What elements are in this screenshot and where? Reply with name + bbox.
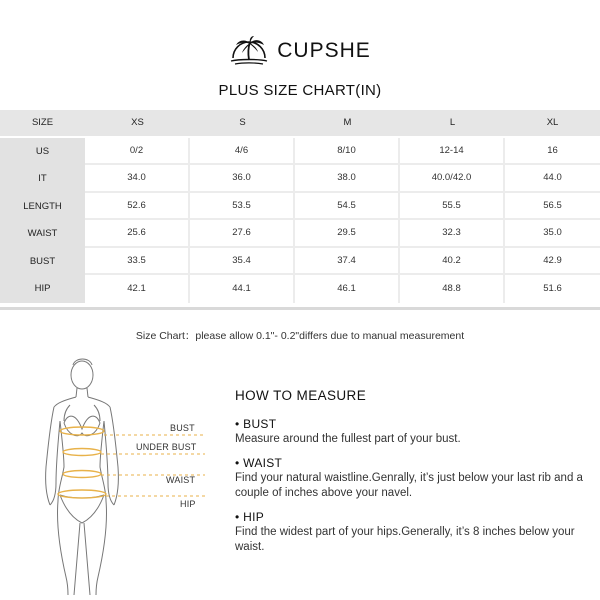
table-cell: 12-14 (400, 138, 505, 166)
table-cell: 27.6 (190, 220, 295, 248)
measure-item-waist (235, 456, 595, 501)
table-cell: 35.4 (190, 248, 295, 276)
table-cell: 44.1 (190, 275, 295, 303)
table-row (0, 248, 600, 276)
table-cell: 53.5 (190, 193, 295, 221)
table-cell: 16 (505, 138, 600, 166)
table-row (0, 275, 600, 303)
brand-header (0, 34, 600, 68)
table-cell: 32.3 (400, 220, 505, 248)
table-cell: 40.2 (400, 248, 505, 276)
row-label: HIP (0, 275, 85, 303)
table-row (0, 193, 600, 221)
size-header-cell: M (295, 110, 400, 138)
measure-item-hip (235, 510, 595, 555)
how-to-measure-title: HOW TO MEASURE (235, 388, 367, 403)
table-row (0, 138, 600, 166)
palm-tree-sunset-logo-icon (229, 36, 269, 66)
measure-item-title: • WAIST (235, 456, 283, 470)
table-cell: 54.5 (295, 193, 400, 221)
table-cell: 52.6 (85, 193, 190, 221)
table-row (0, 165, 600, 193)
size-header-label: SIZE (0, 110, 85, 138)
measure-item-text: Find your natural waistline.Genrally, it’s just below your last rib and a couple of inches above your navel. (235, 472, 583, 499)
table-cell: 40.0/42.0 (400, 165, 505, 193)
size-header-cell: XL (505, 110, 600, 138)
size-header-cell: S (190, 110, 295, 138)
size-header-cell: L (400, 110, 505, 138)
brand-name: CUPSHE (277, 39, 371, 62)
table-row (0, 220, 600, 248)
row-label: BUST (0, 248, 85, 276)
waist-label: WAIST (166, 475, 196, 485)
table-cell: 8/10 (295, 138, 400, 166)
body-measurement-figure (20, 355, 205, 595)
measure-item-title: • BUST (235, 417, 277, 431)
table-cell: 35.0 (505, 220, 600, 248)
measurement-note: Size Chart：please allow 0.1"- 0.2"differs due to manual measurement (135, 330, 465, 342)
measure-item-title: • HIP (235, 510, 265, 524)
table-divider (0, 307, 600, 310)
table-cell: 55.5 (400, 193, 505, 221)
table-cell: 4/6 (190, 138, 295, 166)
measure-item-text: Find the widest part of your hips.Generally, it’s 8 inches below your waist. (235, 526, 575, 553)
table-cell: 37.4 (295, 248, 400, 276)
hip-label: HIP (180, 499, 196, 509)
bust-label: BUST (170, 423, 195, 433)
table-cell: 29.5 (295, 220, 400, 248)
under-bust-label: UNDER BUST (136, 442, 197, 452)
measure-item-text: Measure around the fullest part of your bust. (235, 433, 461, 445)
table-cell: 0/2 (85, 138, 190, 166)
table-cell: 36.0 (190, 165, 295, 193)
table-cell: 42.1 (85, 275, 190, 303)
table-cell: 56.5 (505, 193, 600, 221)
row-label: LENGTH (0, 193, 85, 221)
table-cell: 51.6 (505, 275, 600, 303)
table-cell: 48.8 (400, 275, 505, 303)
table-cell: 46.1 (295, 275, 400, 303)
table-cell: 33.5 (85, 248, 190, 276)
row-label: US (0, 138, 85, 166)
measure-item-bust (235, 417, 595, 447)
table-cell: 44.0 (505, 165, 600, 193)
size-header-cell: XS (85, 110, 190, 138)
row-label: IT (0, 165, 85, 193)
table-cell: 42.9 (505, 248, 600, 276)
chart-title: PLUS SIZE CHART(IN) (218, 82, 382, 99)
how-to-measure-section (235, 388, 595, 564)
row-label: WAIST (0, 220, 85, 248)
table-cell: 25.6 (85, 220, 190, 248)
table-cell: 34.0 (85, 165, 190, 193)
size-chart-table (0, 110, 600, 303)
table-cell: 38.0 (295, 165, 400, 193)
